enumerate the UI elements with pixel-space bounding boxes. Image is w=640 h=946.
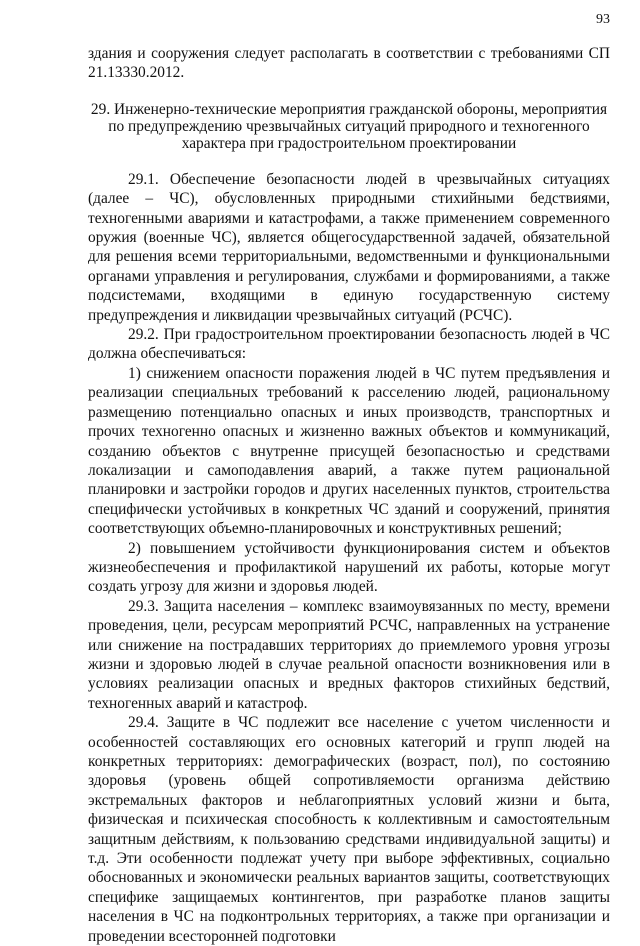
paragraph-29-3: 29.3. Защита населения – комплекс взаимоувязанных по месту, времени проведения, цели, ресурсам мероприятий РСЧС, направленных на устранение или снижение на пострадавших территориях до приемлемого уровня угрозы жизни и здоровью людей в случае реальной опасности возникновения или в условиях реализации опасных и вредных факторов стихийных бедствий, техногенных аварий и катастроф.: [88, 597, 610, 712]
page-content: [88, 44, 610, 946]
paragraph-29-2: 29.2. При градостроительном проектировании безопасность людей в ЧС должна обеспечиваться:: [88, 326, 610, 363]
paragraph-29-4: 29.4. Защите в ЧС подлежит все население с учетом численности и особенностей составляющих его основных категорий и групп людей на конкретных территориях: демографических (возраст, пол), по состоянию здоровья (уровень общей сопротивляемости организма действию экстремальных факторов и неблагоприятных условий жизни и быта, физическая и психическая способность к коллективным и самостоятельным защитным действиям, к пользованию средствами индивидуальной защиты) и т.д. Эти особенности подлежат учету при выборе эффективных, социально обоснованных и экономически реальных вариантов защиты, соответствующих специфике защищаемых контингентов, при разработке планов защиты населения в ЧС на подконтрольных территориях, а также при организации и проведении всесторонней подготовки: [88, 714, 610, 945]
page-number: 93: [596, 12, 610, 27]
list-item-2: 2) повышением устойчивости функционирования систем и объектов жизнеобеспечения и профилактикой нарушений их работы, которые могут создать угрозу для жизни и здоровья людей.: [88, 539, 610, 596]
list-item-1: 1) снижением опасности поражения людей в ЧС путем предъявления и реализации специальных требований к расселению людей, рациональному размещению потенциально опасных и иных производств, транспортных и прочих техногенно опасных и жизненно важных объектов и коммуникаций, созданию объектов с внутренне присущей безопасностью и средствами локализации и самоподавления аварий, а также путем рациональной планировки и застройки городов и других населенных пунктов, строительства специфически устойчивых в конкретных ЧС зданий и сооружений, принятия соответствующих объемно-планировочных и конструктивных решений;: [88, 364, 610, 538]
paragraph-29-1: 29.1. Обеспечение безопасности людей в чрезвычайных ситуациях (далее – ЧС), обусловленных природными стихийными бедствиями, техногенными авариями и катастрофами, а также применением современного оружия (военные ЧС), является общегосударственной задачей, обязательной для решения всеми территориальными, ведомственными и функциональными органами управления и регулирования, службами и формированиями, а также подсистемами, входящими в единую государственную систему предупреждения и ликвидации чрезвычайных ситуаций (РСЧС).: [88, 170, 610, 324]
intro-paragraph: здания и сооружения следует располагать в соответствии с требованиями СП 21.13330.2012.: [88, 45, 610, 82]
section-heading: 29. Инженерно-технические мероприятия гражданской обороны, мероприятия по предупреждению чрезвычайных ситуаций природного и техногенного характера при градостроительном проектировании: [90, 100, 608, 152]
